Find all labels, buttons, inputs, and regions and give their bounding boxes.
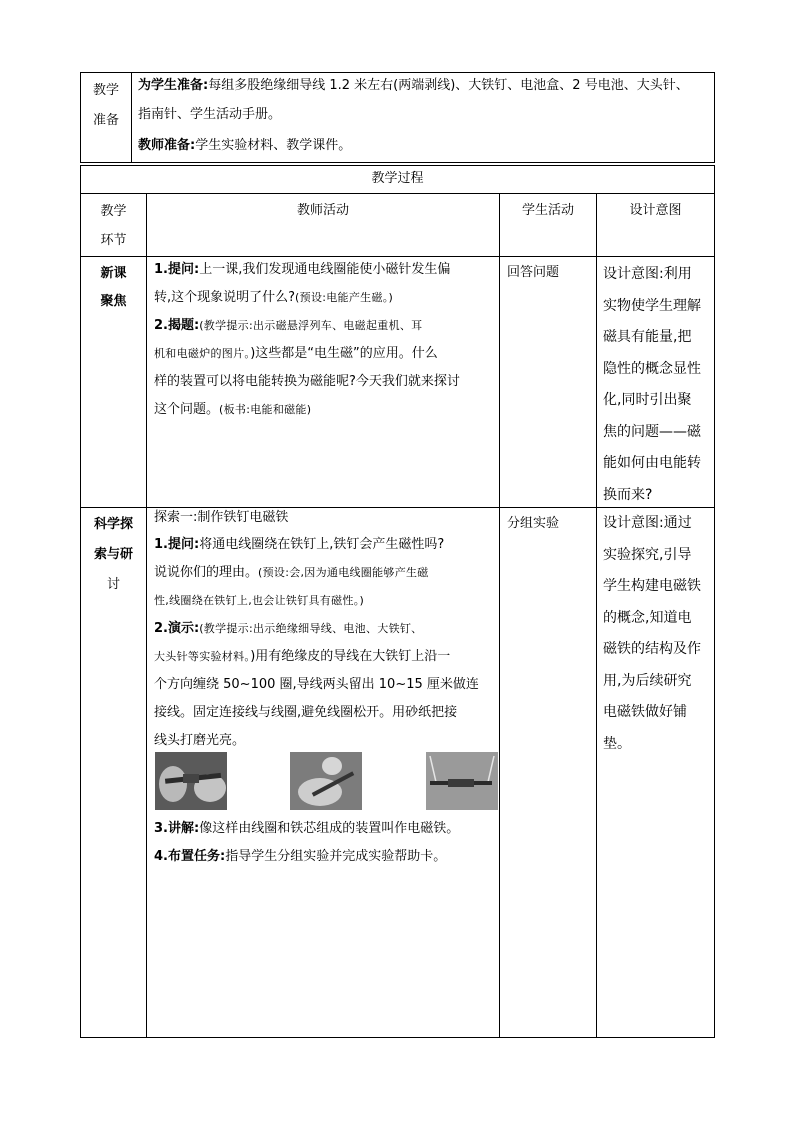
row1-line2-text: 转,这个现象说明了什么? [154,290,296,305]
row1-question-label: 1.提问: [154,262,200,277]
photo-finished-electromagnet-image [426,752,498,810]
row2-design-line: 磁铁的结构及作 [603,641,701,657]
row2-line6: 个方向缠绕 50~100 圈,导线两头留出 10~15 厘米做连 [154,677,479,692]
row2-line4 [154,615,496,643]
row1-teacher-activity [154,256,496,424]
col-divider-3 [596,193,597,1038]
row2-line9 [154,815,496,843]
row2-line10 [154,843,496,871]
row2-stage-line1: 科学探 [93,517,133,532]
row1-design-line: 化,同时引出聚 [603,392,692,408]
row2-teacher-activity-bottom [154,815,496,871]
row2-design-line: 设计意图:通过 [603,515,692,531]
col-divider-2 [499,193,500,1038]
photo-winding-wire-image [155,752,227,810]
row2-design-line: 电磁铁做好铺垫。 [603,704,687,752]
row1-design-line: 隐性的概念显性 [603,360,701,377]
row1-line4-note: 机和电磁炉的图片。 [154,347,251,360]
row2-line2-text: 说说你们的理由。 [154,565,259,580]
table-right-border [714,165,715,1038]
process-title-bottom [80,193,715,194]
row2-stage [81,510,146,600]
row1-line1 [154,256,496,284]
prep-student-line1 [138,72,714,100]
row1-line2-note: (预设:电能产生磁。) [295,291,394,304]
row2-line3 [154,587,496,615]
row1-design-line: 实物使学生理解 [603,297,701,314]
header-design: 设计意图 [629,203,682,218]
prep-divider [131,72,132,162]
row2-line3-note: 性,线圈绕在铁钉上,也会让铁钉具有磁性。) [154,594,365,607]
row1-line4 [154,340,496,368]
row1-line3 [154,312,496,340]
row2-design-line: 的概念,知道电 [603,609,692,626]
photo-fixing-coil [290,752,362,810]
row2-explain-label: 3.讲解: [154,821,200,836]
row1-line5: 样的装置可以将电能转换为磁能呢?今天我们就来探讨 [154,374,460,389]
row1-design-line: 换而来? [603,486,653,503]
row1-design-line: 设计意图:利用 [603,266,692,282]
row1-design-intent [603,259,713,511]
header-stage [81,197,146,255]
row2-explore-title: 探索一:制作铁钉电磁铁 [154,510,289,525]
row2-line5 [154,643,496,671]
row1-line6-note: (板书:电能和磁能) [219,403,312,416]
row1-stage [81,260,146,316]
photo-fixing-coil-image [290,752,362,810]
row1-line6-text: 这个问题。 [154,402,220,417]
prep-student-text: 每组多股绝缘细导线 1.2 米左右(两端剥线)、大铁钉、电池盒、2 号电池、大头针、 [208,78,689,93]
table-bottom [80,1037,715,1038]
row2-demo-label: 2.演示: [154,621,200,636]
row2-line7: 接线。固定连接线与线圈,避免线圈松开。用砂纸把接 [154,705,458,720]
row2-line1 [154,531,496,559]
photo-finished-electromagnet [426,752,498,810]
prep-right-border [714,72,715,162]
header-stage-line1: 教学 [100,204,127,219]
row2-line5-note: 大头针等实验材料。 [154,650,251,663]
row1-design-line: 磁具有能量,把 [603,329,692,345]
row2-design-intent [603,508,713,760]
row2-line8: 线头打磨光亮。 [154,733,246,748]
row1-line3-note: (教学提示:出示磁悬浮列车、电磁起重机、耳 [199,319,423,332]
row2-line4-note: (教学提示:出示绝缘细导线、电池、大铁钉、 [199,622,423,635]
header-stage-line2: 环节 [100,233,127,248]
header-teacher: 教师活动 [296,203,349,218]
row1-student-activity: 回答问题 [507,265,560,280]
header-student: 学生活动 [521,203,574,218]
row1-line6 [154,396,496,424]
prep-label-line2: 准备 [92,113,119,128]
row1-stage-line2: 聚焦 [100,294,127,309]
row1-line1-text: 上一课,我们发现通电线圈能使小磁针发生偏 [199,262,451,277]
prep-bottom-border [80,162,715,163]
row2-task-label: 4.布置任务: [154,849,226,864]
prep-student-line2: 指南针、学生活动手册。 [138,107,282,122]
row2-line2 [154,559,496,587]
prep-label-line1: 教学 [92,83,119,98]
row1-line2 [154,284,496,312]
row1-line4-text: )这些都是“电生磁”的应用。什么 [250,346,438,361]
row2-line9-text: 像这样由线圈和铁芯组成的装置叫作电磁铁。 [199,821,460,836]
row2-design-line: 用,为后续研究 [603,672,692,689]
row2-line1-text: 将通电线圈绕在铁钉上,铁钉会产生磁性吗? [199,537,445,552]
prep-teacher-text: 学生实验材料、教学课件。 [195,138,352,153]
row2-line10-text: 指导学生分组实验并完成实验帮助卡。 [225,849,447,864]
row1-reveal-label: 2.揭题: [154,318,200,333]
row2-teacher-activity-top [154,505,496,755]
row2-question-label: 1.提问: [154,537,200,552]
row2-design-line: 实验探究,引导 [603,546,692,563]
prep-student-title: 为学生准备: [138,78,209,93]
row2-student-activity: 分组实验 [507,516,560,531]
row2-stage-line3: 讨 [106,577,120,592]
photo-winding-wire [155,752,227,810]
row1-design-line: 能如何由电能转 [603,455,701,471]
prep-label [81,76,131,136]
col-divider-1 [146,193,147,1038]
row2-line2-note: (预设:会,因为通电线圈能够产生磁 [258,566,429,579]
row2-line5-text: )用有绝缘皮的导线在大铁钉上沿一 [250,649,451,664]
process-title: 教学过程 [371,171,424,186]
row1-design-line: 焦的问题——磁 [603,423,701,440]
row2-stage-line2: 索与研 [93,547,133,562]
prep-teacher-line [138,132,714,160]
row2-design-line: 学生构建电磁铁 [603,578,701,594]
row1-stage-line1: 新课 [100,266,127,281]
prep-teacher-title: 教师准备: [138,138,196,153]
